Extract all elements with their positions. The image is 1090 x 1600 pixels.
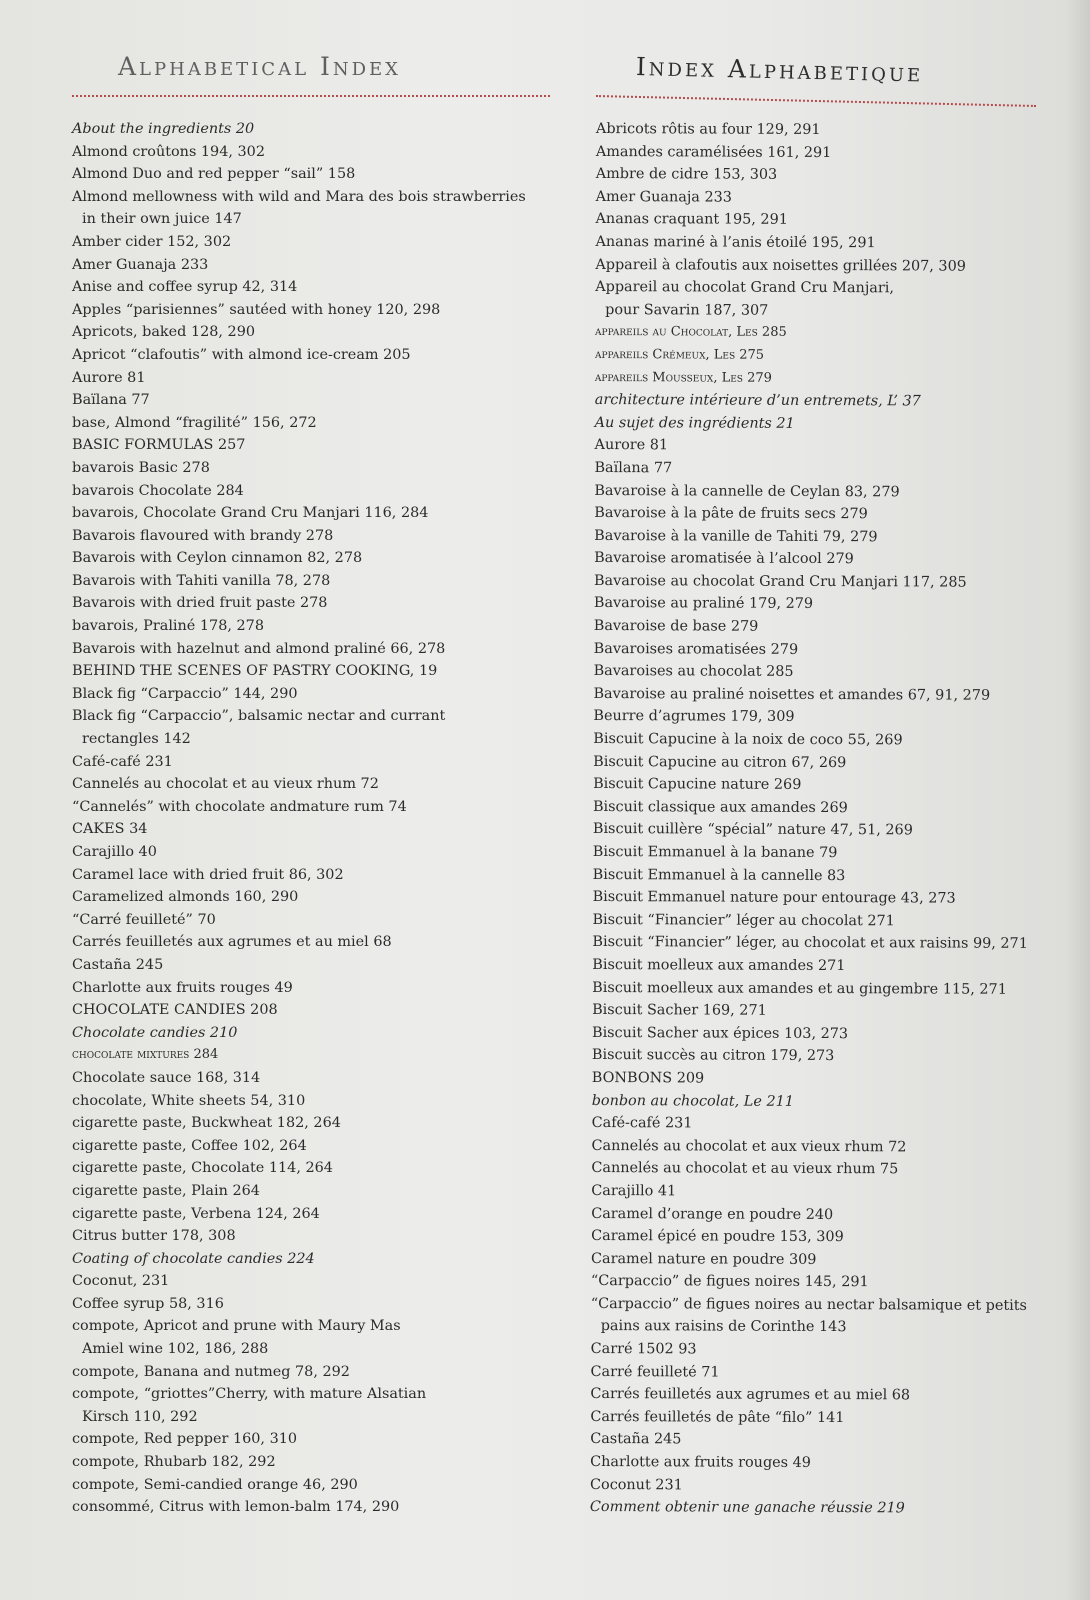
index-entry: rectangles 142 — [82, 731, 191, 748]
index-entry: Biscuit Emmanuel nature pour entourage 43, 273 — [592, 889, 956, 907]
index-entry: Carajillo 41 — [591, 1182, 677, 1200]
index-entry: Almond mellowness with wild and Mara des bois strawberries — [72, 188, 526, 205]
index-entry: BONBONS 209 — [591, 1069, 705, 1087]
index-entry: Coconut 231 — [590, 1476, 683, 1494]
index-entry: bavarois Chocolate 284 — [72, 482, 244, 499]
index-entry: Biscuit moelleux aux amandes 271 — [592, 956, 846, 975]
index-entry: Caramel épicé en poudre 153, 309 — [591, 1228, 844, 1246]
index-entry: Kirsch 110, 292 — [82, 1408, 198, 1425]
index-entry: chocolate, White sheets 54, 310 — [72, 1092, 306, 1109]
index-entry: compote, “griottes”Cherry, with mature Alsatian — [72, 1386, 427, 1403]
index-entry: base, Almond “fragilité” 156, 272 — [72, 414, 317, 431]
index-entry: Coffee syrup 58, 316 — [72, 1295, 224, 1312]
right-heading: Index Alphabetique — [635, 52, 924, 88]
index-entry: Café-café 231 — [591, 1115, 693, 1132]
index-entry: Chocolate sauce 168, 314 — [72, 1069, 261, 1086]
index-entry: Bavaroises au chocolat 285 — [593, 663, 794, 681]
index-entry: Anise and coffee syrup 42, 314 — [72, 279, 298, 296]
index-entry: Amer Guanaja 233 — [595, 188, 732, 206]
index-entry: Castaña 245 — [590, 1431, 682, 1448]
index-entry: pains aux raisins de Corinthe 143 — [600, 1318, 847, 1336]
page-edge-shadow — [1066, 0, 1090, 1600]
index-entry: Cannelés au chocolat et au vieux rhum 72 — [72, 776, 379, 793]
index-entry: compote, Rhubarb 182, 292 — [72, 1454, 276, 1471]
index-entry: cigarette paste, Verbena 124, 264 — [72, 1205, 320, 1222]
index-entry: Comment obtenir une ganache réussie 219 — [589, 1499, 905, 1517]
index-entry: Cannelés au chocolat et au vieux rhum 75 — [591, 1160, 899, 1178]
index-entry: Caramel nature en poudre 309 — [590, 1250, 817, 1268]
index-entry: BEHIND THE SCENES OF PASTRY COOKING, 19 — [72, 663, 438, 680]
index-entry: Charlotte aux fruits rouges 49 — [590, 1454, 811, 1471]
index-entry: bavarois, Praliné 178, 278 — [72, 618, 264, 635]
index-entry: About the ingredients 20 — [72, 121, 255, 137]
index-entry: compote, Apricot and prune with Maury Mas — [72, 1318, 401, 1335]
index-entry: Apricots, baked 128, 290 — [72, 324, 256, 341]
index-entry: CHOCOLATE CANDIES 208 — [72, 1002, 278, 1019]
index-entry: cigarette paste, Chocolate 114, 264 — [72, 1160, 333, 1177]
index-entry: Caramel lace with dried fruit 86, 302 — [72, 866, 344, 883]
right-dotted-rule — [596, 95, 1036, 107]
index-entry: Bavarois flavoured with brandy 278 — [72, 527, 334, 544]
index-entry: Amer Guanaja 233 — [72, 256, 209, 273]
index-entry: Beurre d’agrumes 179, 309 — [593, 708, 795, 726]
index-entry: bonbon au chocolat, Le 211 — [591, 1092, 794, 1110]
index-entry: Ambre de cidre 153, 303 — [595, 166, 778, 183]
index-entry: Bavarois with hazelnut and almond praliné 66, 278 — [72, 640, 446, 657]
index-entry: Bavaroise au chocolat Grand Cru Manjari 117, 285 — [593, 572, 967, 591]
index-entry: Amandes caramélisées 161, 291 — [595, 143, 832, 161]
index-entry: Biscuit Capucine au citron 67, 269 — [593, 753, 847, 771]
index-entry: bavarois Basic 278 — [72, 459, 210, 476]
index-entry: chocolate mixtures 284 — [72, 1047, 219, 1063]
index-entry: appareils Mousseux, Les 279 — [594, 369, 772, 386]
left-heading: Alphabetical Index — [118, 52, 401, 81]
index-entry: Bavaroise aromatisée à l’alcool 279 — [594, 550, 854, 568]
index-entry: Biscuit Sacher aux épices 103, 273 — [591, 1024, 849, 1042]
left-dotted-rule — [72, 95, 550, 97]
index-entry: Citrus butter 178, 308 — [72, 1228, 236, 1245]
index-entry: “Carpaccio” de figues noires au nectar balsamique et petits — [590, 1295, 1027, 1314]
index-entry: BASIC FORMULAS 257 — [72, 437, 246, 454]
index-entry: Black fig “Carpaccio”, balsamic nectar and currant — [72, 708, 446, 725]
index-entry: compote, Banana and nutmeg 78, 292 — [72, 1363, 350, 1380]
index-entry: Baïlana 77 — [72, 392, 150, 409]
index-entry: in their own juice 147 — [82, 211, 242, 228]
index-entry: Ananas craquant 195, 291 — [595, 211, 788, 229]
index-entry: Apricot “clafoutis” with almond ice-cream 205 — [72, 346, 411, 363]
index-entry: cigarette paste, Plain 264 — [72, 1182, 260, 1199]
index-entry: compote, Red pepper 160, 310 — [72, 1431, 298, 1448]
index-entry: Biscuit moelleux aux amandes et au gingembre 115, 271 — [592, 979, 1007, 998]
index-entry: Bavarois with Tahiti vanilla 78, 278 — [72, 572, 331, 589]
index-entry: Bavarois with Ceylon cinnamon 82, 278 — [72, 550, 363, 567]
index-entry: Amber cider 152, 302 — [72, 233, 232, 250]
index-entry: cigarette paste, Coffee 102, 264 — [72, 1137, 307, 1154]
index-entry: Bavaroises aromatisées 279 — [593, 640, 799, 658]
index-entry: “Carré feuilleté” 70 — [72, 911, 216, 928]
index-entry: Biscuit succès au citron 179, 273 — [591, 1047, 835, 1065]
index-entry: Bavaroise à la pâte de fruits secs 279 — [594, 505, 868, 523]
index-entry: Almond croûtons 194, 302 — [72, 143, 265, 160]
index-entry: Aurore 81 — [72, 369, 146, 386]
index-entry: Amiel wine 102, 186, 288 — [82, 1341, 269, 1358]
index-entry: pour Savarin 187, 307 — [605, 301, 769, 319]
index-entry: appareils Crémeux, Les 275 — [594, 346, 765, 363]
index-entry: Caramelized almonds 160, 290 — [72, 889, 299, 906]
index-entry: Bavaroise à la vanille de Tahiti 79, 279 — [594, 527, 878, 545]
index-entry: Biscuit Sacher 169, 271 — [592, 1002, 767, 1019]
index-entry: Coconut, 231 — [72, 1273, 170, 1290]
index-entry: Cannelés au chocolat et aux vieux rhum 72 — [591, 1137, 907, 1156]
index-entry: “Cannelés” with chocolate andmature rum 74 — [72, 798, 407, 815]
index-entry: “Carpaccio” de figues noires 145, 291 — [590, 1273, 869, 1291]
left-index-list — [72, 118, 526, 1519]
index-entry: bavarois, Chocolate Grand Cru Manjari 116, 284 — [72, 505, 429, 522]
index-entry: Chocolate candies 210 — [72, 1024, 238, 1041]
index-entry: Aurore 81 — [594, 437, 669, 454]
index-entry: Biscuit Emmanuel à la banane 79 — [592, 843, 838, 862]
index-entry: Castaña 245 — [72, 956, 164, 973]
index-entry: Appareil à clafoutis aux noisettes grillées 207, 309 — [595, 256, 966, 275]
index-entry: Au sujet des ingrédients 21 — [594, 414, 795, 432]
index-entry: architecture intérieure d’un entremets, L’ 37 — [594, 392, 921, 410]
index-entry: Carré feuilleté 71 — [590, 1363, 720, 1381]
index-entry: Bavarois with dried fruit paste 278 — [72, 595, 328, 612]
index-entry: Charlotte aux fruits rouges 49 — [72, 979, 293, 996]
index-entry: cigarette paste, Buckwheat 182, 264 — [72, 1115, 341, 1132]
index-entry: Apples “parisiennes” sautéed with honey 120, 298 — [72, 301, 441, 318]
index-entry: Bavaroise au praliné noisettes et amandes 67, 91, 279 — [593, 685, 991, 704]
index-entry: Bavaroise de base 279 — [593, 618, 759, 635]
index-entry: Bavaroise au praliné 179, 279 — [593, 595, 814, 613]
index-entry: Biscuit Emmanuel à la cannelle 83 — [592, 866, 846, 884]
index-entry: Café-café 231 — [72, 753, 173, 770]
index-entry: Biscuit classique aux amandes 269 — [592, 798, 848, 816]
index-entry: Biscuit “Financier” léger au chocolat 271 — [592, 911, 895, 930]
index-entry: Biscuit cuillère “spécial” nature 47, 51, 269 — [592, 821, 913, 839]
index-entry: Abricots rôtis au four 129, 291 — [595, 120, 821, 138]
index-entry: CAKES 34 — [72, 821, 148, 838]
right-index-list — [590, 118, 1032, 1521]
index-entry: Caramel d’orange en poudre 240 — [591, 1205, 834, 1223]
index-entry: Almond Duo and red pepper “sail” 158 — [72, 166, 356, 183]
index-entry: Ananas mariné à l’anis étoilé 195, 291 — [595, 233, 876, 252]
index-entry: Carrés feuilletés aux agrumes et au miel 68 — [72, 934, 392, 951]
index-entry: Biscuit Capucine à la noix de coco 55, 269 — [593, 731, 903, 749]
index-entry: appareils au Chocolat, Les 285 — [595, 324, 787, 341]
index-entry: Carré 1502 93 — [590, 1341, 697, 1358]
index-entry: Carrés feuilletés aux agrumes et au miel 68 — [590, 1386, 911, 1404]
index-entry: Carajillo 40 — [72, 844, 157, 860]
index-entry: consommé, Citrus with lemon-balm 174, 290 — [72, 1499, 400, 1516]
index-entry: Carrés feuilletés de pâte “filo” 141 — [590, 1408, 845, 1426]
index-entry: Appareil au chocolat Grand Cru Manjari, — [595, 279, 894, 297]
index-entry: Biscuit “Financier” léger, au chocolat et aux raisins 99, 271 — [592, 934, 1028, 953]
index-entry: compote, Semi-candied orange 46, 290 — [72, 1476, 358, 1493]
index-entry: Black fig “Carpaccio” 144, 290 — [72, 685, 298, 702]
index-entry: Coating of chocolate candies 224 — [72, 1250, 315, 1267]
index-entry: Biscuit Capucine nature 269 — [593, 776, 802, 794]
index-entry: Baïlana 77 — [594, 459, 673, 477]
index-entry: Bavaroise à la cannelle de Ceylan 83, 279 — [594, 482, 900, 500]
